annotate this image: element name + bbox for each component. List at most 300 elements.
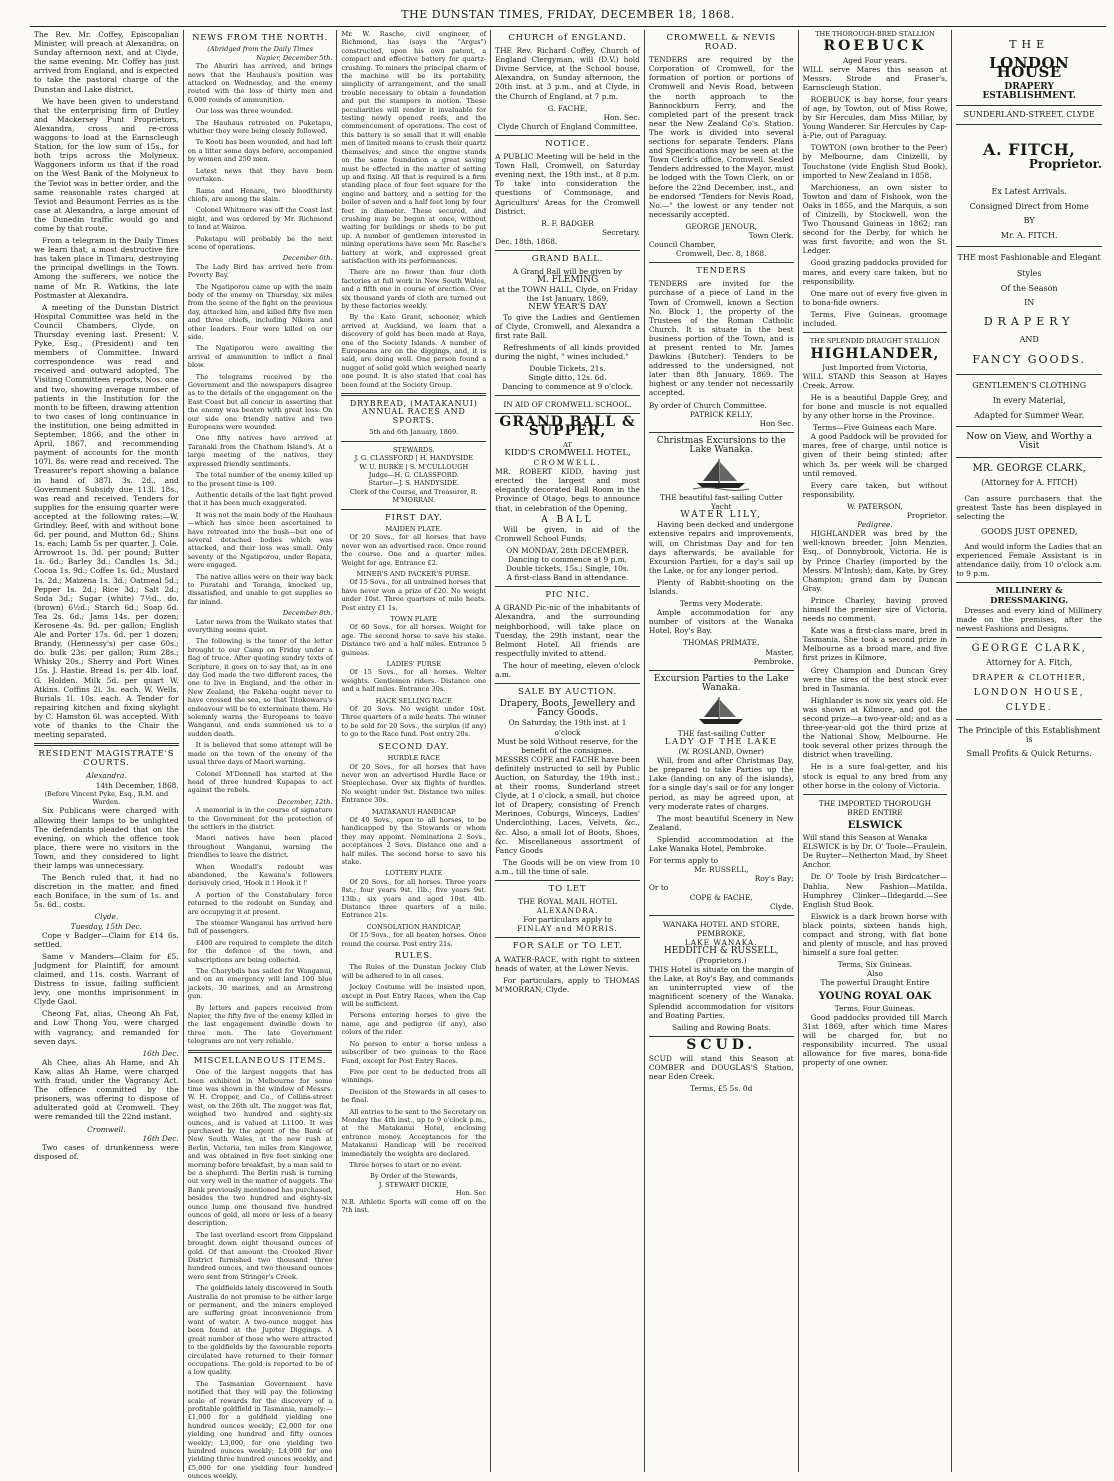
order: By Order of the Stewards, (370, 1172, 458, 1181)
ad-name: COPE & FACHE, (689, 892, 753, 902)
ad-text: Good grazing paddocks provided for mares, and every care taken, but no responsibility. (802, 258, 948, 286)
ad-text: Attorney for A. Fitch, (986, 658, 1073, 667)
ad-title: WANAKA HOTEL AND STORE, (662, 919, 780, 929)
ad-text: To give the Ladies and Gentlemen of Clyde, Cromwell, and Alexandra a first rate Ball. (495, 312, 640, 340)
stewards: W. U. BURKE | S. M'CULLOUGH (359, 462, 469, 471)
ad-text: Refreshments of all kinds provided during the night, " wines included." (495, 342, 640, 361)
ad-text: (Proprietors.) (695, 956, 747, 966)
article: We have been given to understand that the enterprising firm of Dutley and Mackersey Punt Proprietors, Alexandra, cross and re-cross waggons to load at the Earnscleugh Station, for the low sum of 15s., for both trips across the Molyneux. Waggoners inform us that if the road on the West Bank of the Molyneux to the Teviot was in better order, and the same reasonable rates charged at Teviot and Beaumont Ferries as is the case at Alexandra, a large amount of the Dunedin traffic would go and come by that route. (34, 96, 179, 233)
ad-text: GOODS JUST OPENED, (980, 526, 1078, 536)
divider (34, 743, 179, 746)
article: When Woodall's redoubt was abandoned, the Kawana's followers derisively cried, 'Hook it ! Hook it !' (187, 862, 333, 888)
ad-title: HIGHLANDER, (810, 345, 940, 362)
sailboat-icon (691, 457, 751, 491)
race-title: MINER'S AND PACKER'S PURSE. (356, 569, 471, 578)
article: There are no fewer than four cloth factories at full work in New South Wales, and a fifth one in course of erection. Over six thousand yards of cloth are turned out by these factories weekly. (341, 268, 487, 310)
column-5 (645, 30, 799, 1472)
divider (495, 880, 640, 881)
ad-text: Dancing to commence at 9 p.m. (508, 555, 628, 564)
article: A meeting of the Dunstan District Hospital Committee was held in the Council Chambers, Clyde, on Thursday evening last. Present: V. Pyke, Esq., (President) and ten members of Committee. Inward correspondence was read and received and outward adopted. The Visiting Committees reports, Nos. one and two, showing average number of patients in the Institution for the month to be fifteen, drawing attention to two cases of long continuance in the institution, one being admitted in September, 1866, and the other in April, 1867, and recommending payment of accounts for the month 107l. 8s. were read and received. The Treasurer's report showing a balance in hand of 387l. 3s. 2d., and Government Subsidy due 113l. 18s., was read and received. Tenders for supplies for the ensuing quarter were accepted at the following rates:—W. Grindley. Beef, with and without bone 6d. per pound, and Mutton 6d.; Shins 1s. each; Lamb 5s per quarter. J. Cole. Arrowroot 1s. 3d. per pound; Butter 1s. 6d.; Barley 3d.; Candles 1s. 3d.; Cocoa 1s. 9d.; Coffee 1s. 6d.; Mustard 1s. 2d.; Maizena 1s. 3d.; Oatmeal 5d.; Pepper 1s. 2d.; Rice 3d.; Salt 2d.; Soda 3d.; Sugar (white) 7½d., do. (brown) 6½d.; Starch 6d.; Soap 6d. Tea 2s. 6d.; Jams 14s. per dozen; Kerosene 4s. 9d. per gallon; English Ale and Porter 17s. 6d. per 1 dozen; Brandy, (Hennessy's) per case 60s.; do. bulk 23s. per gallon; Rum 28s.; Whisky 20s.; Sherry and Port Wines 15s. J. Hastie. Bread 1s. per 4lb. loaf. G. Holden. Milk 5d. per quart W. Atkins. Coffins 2l. 3s. each. W. Wells. Burials 1l. 10s. each. A Tender for repairing kitchen and fixing skylight by C. Hamston 6l. was accepted. With vote of thanks to the Chair the meeting separated. (34, 302, 179, 740)
divider (803, 332, 948, 333)
article: Authentic details of the last fight proved that it has been much exaggerated. (187, 490, 333, 508)
ad-text: Splendid accommodation at the Lake Wanaka Hotel, Pembroke. (648, 834, 794, 854)
ad-text: (Attorney for A. FITCH) (981, 478, 1078, 488)
section-heading: FOR SALE or TO LET. (512, 941, 623, 952)
race-title: HURDLE RACE (387, 754, 441, 763)
section-heading: GRAND BALL. (531, 253, 604, 264)
section-heading: SALE BY AUCTION. (517, 687, 618, 698)
article: Maori natives have been placed throughout Wanganui, warning the friendlies to leave the district. (187, 834, 333, 860)
divider (649, 432, 794, 433)
ad-text: Will be given, in aid of the Cromwell School Funds, (495, 524, 640, 543)
note: N.B. Athletic Sports will come off on the 7th inst. (341, 1197, 487, 1214)
article: By the Kate Grant, schooner, which arrived at Auckland, we learn that a discovery of gold has been made at Raya, one of the Society Islands. A number of Europeans are on the diggings, and, it is said, are doing well. One person found a nugget of solid gold which weighed nearly one pound. It is also stated that coal has been found at the Society Group. (341, 313, 487, 389)
ad-text: Consigned Direct from Home (969, 201, 1089, 211)
ad-name: NEW YEAR'S DAY (528, 302, 607, 313)
rule: Jockey Costume will be insisted upon, except in Post Entry Races, when the Cap will be sufficient. (341, 983, 487, 1009)
ad-text: Every care taken, but without responsibility. (802, 480, 948, 499)
ad-text: TOWTON (own brother to the Peer) by Melbourne, dam Cinizelli, by Touchstone (vide English Stud Book), imported to New Zealand in 1858. (802, 143, 948, 180)
divider (956, 719, 1102, 720)
race-desc: Of 40 Sovs., open to all horses, to be handicapped by the Stewards or whom they may appoint. Nominations 2 Sovs., acceptances 2 Sovs. Distance one and a half miles. The second horse to save his stake. (341, 815, 487, 866)
divider (495, 586, 640, 587)
ad-text: THE (1009, 38, 1050, 51)
date: Tuesday, 15th Dec. (70, 921, 142, 931)
signature: THOMAS PRIMATE, (683, 638, 760, 648)
ad-text: SUNDERLAND-STREET, CLYDE (963, 110, 1095, 120)
rules-heading: RULES. (394, 951, 434, 962)
article: By letters and papers received from Napier, the fifty five of the enemy killed in the last engagement dwindle down to three men. The late Government telegrams are not very reliable. (187, 1003, 333, 1046)
article: The native allies were on their way back to Puratahi and Toranga, knocked up, dissatisfied, and unable to get supplies so far inland. (187, 572, 333, 606)
divider (495, 683, 640, 684)
ad-text: A GRAND Pic-nic of the inhabitants of Alexandra, and the surrounding neighborhood, will take place on Tuesday, the 29th instant, near the Belmont Hotel. All friends are respectfully invited to attend. (495, 603, 640, 658)
ad-name: THE ROYAL MAIL HOTEL (518, 897, 617, 907)
ad-name: A BALL (541, 514, 594, 525)
ad-text: IN AID OF CROMWELL SCHOOL. (503, 400, 632, 410)
ad-heading: THE THOROUGH-BRED STALLION (815, 30, 935, 38)
ad-text: Prince Charley, having proved himself the premier sire of Victoria, needs no comment. (802, 595, 948, 624)
ad-text: Sailing and Rowing Boats. (671, 1022, 771, 1032)
column-1 (30, 30, 184, 1472)
ad-text: Double tickets, 15s.; Single, 10s. (506, 564, 630, 574)
ad-text: Elswick is a dark brown horse with black points, sixteen hands high, compact and strong, with flat bone and plenty of muscle, and has proved himself a sure foal getter. (802, 911, 948, 958)
committee: Clyde Church of England Committee. (497, 121, 638, 131)
race-title: LADIES' PURSE (386, 660, 442, 669)
date: 16th Dec. (142, 1048, 179, 1058)
ad-name: HEDDITCH & RUSSELL, (663, 945, 779, 956)
article: The goldfields lately discovered in South Australia do not promise to be either large or permanent, and the miners employed are suffering great inconvenience from want of water. A two-ounce nugget has been found at the Jupiter Diggings. A great number of those who were attracted to the goldfields by the favourable reports circulated have returned to their former occupations. The gold is reported to be of a low quality. (187, 1284, 333, 1377)
ad-text: By order of Church Committee. (648, 400, 767, 410)
article: The Ngatiporou were awaiting the arrival of ammunition to inflict a final blow. (187, 344, 333, 370)
article: The last overland escort from Gippsland brought down eight thousand ounces of gold. Of that amount the Crooked River District furnished two thousand three hundred ounces, and two thousand ounces were sent from Stringer's Creek. (187, 1230, 333, 1281)
divider (803, 794, 948, 795)
ad-name: GEORGE CLARK, (971, 642, 1087, 654)
ad-text: Can assure purchasers that the greatest Taste has been displayed in selecting the (956, 493, 1103, 521)
divider (341, 393, 486, 396)
article: Cope v Badger—Claim for £14 6s. settled. (34, 930, 179, 949)
article: The total number of the enemy killed up to the present time is 109. (187, 471, 333, 488)
ad-text: Small Profits & Quick Returns. (966, 748, 1092, 758)
rule: Persons entering horses to give the name, age and pedigree (if any), also colors of the rider. (341, 1011, 487, 1037)
columns (30, 30, 1106, 1481)
section-heading: PIC NIC. (545, 590, 590, 601)
ad-text: LONDON HOUSE, (973, 687, 1085, 698)
divider (956, 105, 1102, 106)
ad-text: ROEBUCK is bay horse, four years of age, by Towton, out of Miss Rowe, by Sir Hercules, dam Miss Millar, by Young Wanderer. Sir Hercules by Cap-à-Pie, out of Paraguay. (802, 94, 948, 141)
ad-text: Adapted for Summer Wear. (974, 410, 1085, 420)
divider (649, 262, 794, 263)
day-heading: SECOND DAY. (378, 741, 450, 752)
ad-text: Good paddocks provided till March 31st 1869, after which time Mares will be charged for, but no responsibility incurred. The usual allowance for five mares, bona-fide property of one owner. (802, 1012, 948, 1068)
ad-text: Mr. A. FITCH. (1000, 231, 1058, 241)
divider (956, 582, 1102, 583)
article: One of the largest nuggets that has been exhibited in Melbourne for some time was shown in the window of Messrs. W. H. Cropper, and Co., of Collins-street west, on the 26th ult. The nugget was flat, weighed two hundred and eighty-six ounces, and is valued at L1100. It was purchased by the agent of the Bank of New South Wales, at the new rush at Berlin, Victoria, ten miles from Kingower, and was obtained in five feet sinking one morning before breakfast, by a man said to be a shepherd. The Berlin rush is turning out very well in the matter of nuggets. The Bank previously mentioned has purchased, besides the two hundred and eighty-six ounce lump one thousand five hundred ounces of gold, all more or less of a heavy description. (187, 1068, 333, 1228)
article: The Charybdis has sailed for Wanganui, and on an emergency will land 100 blue jackets, 30 marines, and an Armstrong gun. (187, 967, 333, 1001)
race-desc: Of 15 Sovs., for all horses. Welter weights. Gentlemen riders. Distance one and a half miles. Entrance 30s. (341, 668, 487, 694)
date: December, 12th. (277, 797, 333, 806)
ad-text: Aged Four years. (842, 55, 907, 65)
ad-text: Styles (1016, 268, 1042, 278)
place: Cromwell. (87, 1124, 126, 1134)
divider (495, 937, 640, 938)
ad-title: ROEBUCK (823, 38, 927, 55)
signature: Hon Sec. (759, 418, 794, 428)
ad-name: ALEXANDRA. (536, 906, 599, 916)
column-6 (799, 30, 953, 1472)
ad-text: THIS Hotel is situate on the margin of the Lake, at Roy's Bay, and commands an uninterrupted view of the magnificent scenery of the Wanaka. Splendid accommodation for visitors and Boating Parties. (648, 965, 794, 1020)
divider (495, 250, 640, 251)
judge: Judge—H. G. CLASSFORD. (368, 470, 459, 479)
section-heading: NEWS FROM THE NORTH. (192, 33, 329, 43)
divider (956, 246, 1102, 247)
signature: Town Clerk. (748, 230, 794, 240)
column-4 (491, 30, 645, 1472)
section-heading: TENDERS (696, 266, 747, 277)
ad-title: Christmas Excursions to the Lake Wanaka. (656, 435, 786, 455)
article: Latest news that they have been overtaken. (187, 166, 333, 184)
ad-text: MESSRS COPE and FACHE have been definitely instructed to sell by Public Auction, on Saturday, the 19th inst.; at their rooms, Sunderland street Clyde, at 1 o'clock, a small, but choice lot of Drapery, consisting of French Merinoes, Coburgs, Winceys, Ladies' Underclothing, Laces, Velvets, &c., &c. Also, a small lot of Boots, Shoes, &c. Miscellaneous assortment of Fancy Goods (495, 754, 640, 855)
article: It is believed that some attempt will be made on the town of the enemy of the usual three days of Maori warning. (187, 741, 333, 767)
rule: Five per cent to be deducted from all winnings. (341, 1067, 487, 1085)
date: Cromwell, Dec. 8, 1868. (676, 249, 767, 259)
ad-text: MR. ROBERT KIDD, having just erected the largest and most elegantly decorated Ball Room in the Province of Otago, begs to announce that, in celebration of the Opening, (495, 467, 640, 513)
divider (341, 441, 486, 442)
ad-text: Pedigree. (857, 520, 893, 530)
ad-text: at the TOWN HALL, Clyde, on Friday the 1st January, 1869, (497, 285, 638, 304)
signature: Master, (765, 647, 794, 657)
divider (495, 135, 640, 136)
date: 16th Dec. (142, 1133, 179, 1143)
signature: PATRICK KELLY, (689, 409, 753, 419)
section-heading: RESIDENT MAGISTRATE'S COURTS. (38, 749, 175, 769)
date: Dec. 18th, 1868. (495, 236, 558, 246)
secretary: J. STEWART DICKIE, (378, 1180, 449, 1189)
signature: R. F. BADGER (541, 218, 594, 228)
ad-text: Terms—Five Guineas each Mare. (813, 423, 937, 433)
ad-text: The Principle of this Establishment is (957, 725, 1101, 744)
ad-title: FANCY GOODS. (972, 352, 1087, 366)
race-title: TOWN PLATE (390, 615, 438, 623)
article: Our loss was three wounded. (195, 107, 294, 116)
section-heading: DRYBREAD, (MATAKANUI) ANNUAL RACES AND SPORTS. (349, 399, 478, 425)
divider (649, 915, 794, 916)
ad-text: TENDERS are invited for the purchase of a piece of Land in the Town of Cromwell, known a Section No. Block 1, the property of the Trustees of the Roman Catholic Church. It is situate in the best business portion of the Town, and is at present rented to Mr. James Dawkins (Butcher). Tenders to be addressed to the undersigned, not later than 8th January, 1869. The highest or any tender not necessarily accepted. (648, 279, 794, 398)
divider (956, 374, 1102, 375)
starter: Starter—J. S. HANDYSIDE. (368, 479, 460, 488)
rule: Decision of the Stewards in all cases to be final. (341, 1087, 487, 1105)
signature: GEORGE JENOUR, (685, 221, 758, 231)
article: The Rev. Mr. Coffey, Episcopalian Minister, will preach at Alexandra, on Sunday afternoon next, and at Clyde, the same evening. Mr. Coffey has just arrived from England, and is expected to take the pastoral charge of the Dunstan and Lake district. (34, 30, 179, 94)
ad-title: GRAND BALL & SUPPER, (499, 414, 636, 440)
article: Six Publicans were charged with allowing their lamps to be unlighted The defendants pleaded that on the evening, on which the offence took place, there were no visitors in the Town, and they considered to light their lamps was unnecessary. (34, 806, 179, 870)
ad-name: WATER LILY, (680, 510, 763, 521)
ad-text: AT (563, 440, 572, 449)
dates: 5th and 6th January, 1869. (369, 428, 459, 437)
ad-text: Terms, Four Guineas. (834, 1003, 916, 1013)
divider (649, 670, 794, 671)
race-title: MATAKANUI HANDICAP (371, 807, 456, 816)
ad-text: CLYDE. (1005, 702, 1053, 713)
ad-title: YOUNG ROYAL OAK (818, 990, 932, 1002)
rule: All entries to be sent to the Secretary on Monday the 4th inst., up to 9 o'clock p.m., at the Matakanui Hotel, enclosing entrance money. Acceptances for the Matakanui Handicap will be received immediately the weights are declared. (341, 1107, 487, 1158)
ad-text: ELSWICK is by Dr. O' Toole—Fraulein, De Ruyter—Netherton Maid, by Sheet Anchor. (802, 842, 948, 870)
divider (341, 509, 486, 510)
ad-text: Ex Latest Arrivals. (991, 186, 1067, 196)
article: The Tasmanian Government have notified that they will pay the following scale of rewards for the discovery of a profitable goldfield in Tasmania, namely:—£1,000 for a goldfield yielding one hundred ounces weekly; £2,000 for one yielding one hundred and fifty ounces weekly; L3,000, for one yielding two hundred ounces weekly; L4,000 for one yielding three hundred ounces weekly, and £5,000 for one yielding four hundred ounces weekly. (187, 1379, 333, 1481)
ad-text: The hour of meeting, eleven o'clock a.m. (495, 660, 640, 680)
race-desc: Of 20 Sovs., for all horses that have never won an advertised Hurdle Race or Steeplechase. Over six flights of hurdles. No weight under 9st. Distance two miles. Entrance 30s. (341, 762, 487, 805)
ad-title: LONDON HOUSE (989, 54, 1070, 82)
article: Cheong Fat, alias, Cheong Ah Fat, and Low Thong You, were charged with vagrancy, and remanded for seven days. (34, 1009, 179, 1046)
ad-title: DRAPERY (983, 315, 1075, 329)
article: The Lady Bird has arrived here from Poverty Bay. (187, 262, 333, 280)
ad-text: A Grand Ball will be given by (512, 267, 623, 277)
ad-text: Also (866, 969, 883, 979)
stewards-title: STEWARDS. (393, 445, 435, 454)
article: A memorial is in the course of signature to the Government for the protection of the settlers in the district. (187, 806, 333, 831)
ad-name: LADY OF THE LAKE (664, 737, 778, 747)
ad-text: HIGHLANDER was bred by the well-known breeder, John Menzies, Esq., of Donnybrook, Victoria. He is by Prince Charley (imported by the Messrs. M'Intosh); dam, Kate, by Grey Champion; grand dam by Duncan Gray. (802, 529, 948, 593)
ad-text: BY (1023, 215, 1035, 225)
ad-text: Will, from and after Christmas Day, be prepared to take Parties up the Lake (landing on any of the islands), for a single day's sail or for any longer period, as may be agreed upon, at very moderate rates of charges. (648, 756, 794, 811)
section-heading: TO LET (548, 884, 587, 894)
ad-text: Will stand this Season at Wanaka (802, 833, 928, 843)
article: Colonel M'Donnell has started at the head of three hundred Kupapas to act against the rebels. (187, 769, 333, 795)
ad-text: Now on View, and Worthy a Visit (966, 432, 1093, 452)
article: It was not the main body of the Hauhaus —which has since been ascertained to have retreated into the bush—but one of several detached bodies which was attacked, and their loss was small. Only seventy of the Ngatiporou, under Ropata, were engaged. (187, 510, 333, 570)
ad-text: Just Imported from Victoria, (822, 362, 928, 372)
ad-text: Kate was a first-class mare, bred in Tasmania. She took a second prize in Melbourne as a brood mare, and five first prizes in Kilmore. (802, 626, 948, 663)
article: Same v Manders—Claim for £5. Judgment for Plaintiff, for amount claimed, and 11s. costs. Warrant of Distress to issue, failing sufficient levy, one months imprisonment in Clyde Gaol. (34, 951, 179, 1007)
ad-text: Proprietor. (1028, 156, 1103, 171)
article: The following is the tenor of the letter brought to our Camp on Friday under a flag of truce. After quoting sundry texts of Scripture, it goes on to say that, as in one day God made the two different races, the one to live in England, and the other in New Zealand, the Pakeha ought never to have crossed the sea, so that Titokowaru's endeavour will be to exterminate them. He solemnly warns the Europeans to leave Wanganui, and ends summoned us to a sudden death. (187, 637, 333, 738)
race-title: CONSOLATION HANDICAP, (366, 922, 461, 931)
ad-text: A PUBLIC Meeting will be held in the Town Hall, Cromwell, on Saturday evening next, the 19th inst., at 8 p.m. To take into consideration the questions of Commonage, and Agriculturs' Areas for the Cromwell District. (495, 152, 640, 216)
ad-heading: GENTLEMEN'S CLOTHING (972, 380, 1087, 390)
place: Alexandra. (86, 771, 127, 781)
ad-text: Single ditto, 12s. 6d. (528, 373, 607, 383)
ad-title: SCUD. (686, 1036, 757, 1053)
clerk: Clerk of the Course, and Treasurer, R. M'MORRAN. (349, 487, 478, 505)
ad-title: Excursion Parties to the Lake Wanaka. (653, 673, 789, 693)
ad-text: THE fast-sailing Cutter (677, 728, 765, 738)
ad-text: (W. ROSLAND, Owner) (678, 747, 765, 757)
ad-name: MR. GEORGE CLARK, (972, 463, 1086, 475)
place: Clyde. (94, 912, 119, 922)
date: December 6th. (282, 254, 333, 263)
race-desc: Of 20 Sovs., for all horses that have never won an advertised race. Once round the course. One and a quarter miles. Weight for age. Entrance £2. (341, 533, 487, 567)
ad-text: Of the Season (1000, 283, 1058, 293)
article: Mr. W. Rasche, civil engineer, of Richmond, has (says the "Argus") constructed, upon his own patent, a compact and effective battery for quartz-crushing. To miners the principal charm of the machine will be its portability, simplicity of arrangement, and the small trouble necessary to obtain a foundation and put the stampers in motion. These peculiarities will render it invaluable for testing newly opened reefs, and the commencement of operations. The cost of this battery is so small that it will enable men of limited means to crush their quartz themselves; and since the engine stands on the same foundation a great saving must be effected in the matter of setting up and fixing. All that is required is a firm standing place of four feet square for the engine and battery, and a setting for the boiler of seven and a half feet long by four feet in diameter. These secured, and crushing may be begun at once, without waiting for buildings or sheds to be put up. A number of gentlemen interested in mining operations have seen Mr. Rasche's battery at work, and expressed great satisfaction with its performances. (341, 30, 487, 265)
ad-text: PEMBROKE, (697, 928, 746, 938)
ad-text: ON MONDAY, 28th DECEMBER. (506, 545, 629, 555)
ad-text: THE Rev. Richard Coffey, Church of England Clergyman, will (D.V.) hold Divine Service, at the School house, Alexandra, on Sunday afternoon, the 20th inst. at 3 p.m., and at Clyde, in the Church of England, at 7 p.m. (495, 46, 640, 101)
ad-name: A. FITCH, (983, 139, 1076, 159)
ad-name: FINLAY and MORRIS. (517, 924, 618, 934)
ad-title: ELSWICK (847, 819, 903, 831)
ad-text: Terms, Five Guineas, groomage included. (802, 309, 948, 329)
ad-text: And would inform the Ladies that an experienced Female Assistant is in attendance daily, from 10 o'clock a.m. to 9 p.m. (956, 542, 1103, 579)
ad-name: Mr. RUSSELL, (694, 865, 749, 875)
ad-text: IN (1024, 297, 1035, 307)
divider (495, 395, 640, 396)
ad-text: A good Paddock will be provided for mares, free of charge, until notice is given of their being stinted; after which 3s. per week will be charged until removed. (802, 432, 948, 478)
section-heading: NOTICE. (545, 138, 590, 149)
race-desc: Of 20 Sovs. No weight under 10st. Three quarters of a mile heats. The winner to be sold for 20 Sovs., the surplus (if any) to go to the Race fund. Post entry 20s. (341, 705, 487, 739)
ad-text: The powerful Draught Entire (820, 978, 930, 988)
ad-text: Terms very Moderate. (679, 599, 763, 609)
ad-text: For particulars, apply to THOMAS M'MORRAN, Clyde. (495, 975, 640, 994)
race-title: HACK SELLING RACE (375, 696, 452, 705)
ad-text: Highlander is now six years old. He was shown at Kilmore, and got the second prize—a two-year-old; and as a three-year-old got the third prize at the National Show, Melbourne. He took several other prizes through the district when travelling. (802, 695, 948, 760)
ad-text: A first-class Band in attendance. (506, 573, 629, 583)
article: From a telegram in the Daily Times we learn that, a most destructive fire has taken place in Timaru, destroying the principal dwellings in the Town. Among the sufferers, we notice the name of Mr. R. Watkins, the late Postmaster at Alexandra. (34, 236, 179, 300)
ad-text: Dancing to commence at 9 o'clock. (502, 382, 633, 392)
article: The Hauhaus retreated on Puketapu, whither they were being closely followed. (187, 118, 333, 136)
race-title: MAIDEN PLATE. (385, 524, 443, 533)
ad-text: Dr. O' Toole by Irish Birdcatcher—Dahlia, New Fashion—Matilda, Humphrey Clinker—Ildegardd.—See English Stud Book. (802, 872, 948, 909)
ad-text: Or to (648, 883, 669, 893)
ad-text: Marchioness, an own sister to Towton and dam of Fishook, won the Oaks in 1855, and the Marquis, a son of Cinizelli, by Stockwell, won the Two Thousand Guineas in 1862; ran second for the Derby, for which he was first favorite; and won the St. Ledger. (802, 182, 948, 256)
ad-text: Clyde. (769, 901, 794, 911)
ad-text: THE most Fashionable and Elegant (957, 253, 1101, 263)
ad-text: Having been decked and undergone extensive repairs and improvements, will, on Christmas Day and for ten days afterwards, be available for Excursion Parties, for a day's sail up the Lake, or for any longer period. (648, 520, 794, 575)
section-heading: CHURCH of ENGLAND. (508, 33, 627, 43)
race-title: LOTTERY PLATE (385, 869, 443, 878)
ad-text: TENDERS are required by the Corporation of Cromwell, for the formation of portion or portions of Cromwell and Nevis Road, between the north approach to the Bannockburn Ferry, and the completed part of the present track near the New Zealand Co's. Station. The work is divided into several sections for separate Tenders. Plans and Specifications may be seen at the Town Clerk's office, Cromwell. Sealed Tenders addressed to the Mayor, must be lodged with the Town Clerk, on or before the 22nd December, inst., and be endorsed "Tenders for Nevis Road, No.—" the lowest or any tender not necessarily accepted. (648, 55, 794, 219)
article: The Ngatiporou came up with the main body of the enemy on Thursday, six miles from the scene of the fight on the previous day, attacked him, and killed fifty five men and three chiefs, including Nikora and other leaders. Four were killed on our side. (187, 282, 333, 341)
signature: Pembroke. (753, 656, 794, 666)
hon-sec: Hon. Sec (455, 1189, 487, 1198)
divider (956, 124, 1102, 125)
rule: The Rules of the Dunstan Jockey Club will be adhered to in all cases. (341, 963, 487, 980)
ad-text: THE beautiful fast-sailing Cutter Yacht (659, 493, 783, 512)
ad-text: Plenty of Rabbit-shooting on the Islands. (648, 577, 794, 596)
ad-text: WILL serve Mares this season at Messrs. Strode and Fraser's, Earnscleugh Station. (802, 64, 948, 92)
ad-text: DRAPER & CLOTHIER, (972, 673, 1086, 683)
race-desc: Of 60 Sovs., for all horses. Weight for age. The second horse to save his stake. Distance two and a half miles. Entrance 5 guineas. (341, 623, 487, 657)
sailboat-icon (694, 695, 748, 727)
ad-text: Grey Champion and Duncan Grey were the sires of the best stock ever bred in Tasmania. (802, 665, 948, 693)
subheading: (Abridged from the Daily Times (207, 45, 313, 54)
ad-text: A WATER-RACE, with right to sixteen heads of water, at the Lower Nevis. (495, 954, 640, 973)
masthead: THE DUNSTAN TIMES, FRIDAY, DECEMBER 18, 1868. (30, 4, 1106, 27)
ad-text: Council Chamber, (648, 240, 716, 250)
ad-text: The most beautiful Scenery in New Zealand. (648, 813, 794, 832)
ad-text: Ample accommodation for any number of visitors at the Wanaka Hotel, Roy's Bay. (648, 608, 794, 636)
column-2 (184, 30, 338, 1481)
ad-text: For terms apply to (648, 856, 719, 866)
column-3 (337, 30, 491, 1472)
signature: W. PATERSON, (847, 501, 903, 511)
ad-text: Terms, Six Guineas. (837, 960, 913, 970)
article: Puketapu will probably be the next scene of operations. (187, 234, 333, 251)
ad-name: CROMWELL. (533, 458, 602, 468)
divider (956, 637, 1102, 638)
ad-heading: DRAPERY ESTABLISHMENT. (982, 82, 1076, 102)
section-heading: CROMWELL & NEVIS ROAD. (666, 33, 776, 53)
ad-title: Drapery, Boots, Jewellery and Fancy Goods. (499, 699, 636, 719)
divider (956, 457, 1102, 458)
ad-text: One mare out of every five given in to bona-fide owners. (802, 288, 948, 307)
ad-heading: THE SPLENDID DRAUGHT STALLION (809, 337, 941, 346)
article: The steamer Wanganui has arrived here full of passengers. (187, 919, 333, 936)
race-desc: Of 15 Sovs., for all untrained horses that have never won a prize of £20. No weight under 10st. Three quarters of mile heats. Post entry £1 1s. (341, 578, 487, 612)
ad-heading: BRED ENTIRE (847, 807, 903, 817)
ad-text: In every Material, (992, 395, 1066, 405)
article: The telegrams received by the Government and the newspapers disagree as to the details of the engagement on the East Coast but all concur in asserting that the enemy was beaten with great loss. On our side one friendly native and two Europeans were wounded. (187, 372, 333, 432)
section-heading: MISCELLANEOUS ITEMS. (193, 1055, 327, 1066)
signature: Proprietor. (906, 511, 948, 521)
signature: G. FACHE, (547, 103, 588, 113)
ad-text: Must be sold Without reserve, for the benefit of the consignee. (497, 736, 638, 755)
signature: Hon. Sec. (603, 112, 640, 122)
ad-text: Double Tickets, 21s. (529, 364, 606, 373)
race-desc: Of 20 Sovs., for all horses. Three years 8st.; four years 9st. 1lb.; five years 9st. 13lb.; six years and aged 10st. 4lb. Distance three quarters of a mile. Entrance 21s. (341, 877, 487, 920)
signature: Secretary. (601, 227, 640, 237)
article: Te Kooti has been wounded, and had left on a litter some days before, accompanied by women and 250 men. (187, 138, 333, 164)
stewards: J. G. CLASSFORD | H. HANDYSIDE (354, 454, 473, 463)
article: A portion of the Constabulary force returned to the redoubt on Sunday, and are occupying it at present. (187, 890, 333, 916)
before: (Before Vincent Pyke, Esq., R.M. and Warden. (44, 789, 169, 806)
article: The Ahuriri has arrived, and brings news that the Hauhaus's position was attacked on Wednesday, and the enemy routed with the loss of thirty men and 6,000 rounds of ammunition. (187, 62, 333, 104)
ad-name: M. FLEMING (536, 275, 599, 286)
ad-text: Roy's Bay; (754, 874, 794, 884)
ad-text: The Goods will be on view from 10 a.m., till the time of sale. (495, 857, 640, 876)
divider (188, 1050, 333, 1053)
ad-text: On Saturday, the 19th inst. at 1 o'clock (508, 718, 627, 737)
ad-text: Terms, £5 5s. 0d (690, 1084, 753, 1094)
ad-heading: THE IMPORTED THOROUGH (818, 798, 932, 808)
ad-text: LAKE WANAKA. (684, 937, 758, 947)
article: £400 are required to complete the ditch for the defence of the town, and subscriptions are being collected. (187, 938, 333, 964)
article: One fifty natives have arrived at Taranaki from the Chatham Island's. At a large meeting of the natives, they expressed friendly sentiments. (187, 434, 333, 468)
ad-text: He is a beautiful Dapple Grey, and for bone and muscle is not equalled by any other horse in the Province. (802, 392, 948, 421)
ad-text: SCUD will stand this Season at COMBER and DOUGLAS'S Station, near Eden Creek. (648, 1053, 794, 1082)
divider (956, 426, 1102, 427)
race-desc: Of 15 Sovs., for all beaten horses. Once round the course. Post entry 21s. (341, 931, 487, 948)
article: Later news from the Waikato states that everything seems quiet. (187, 617, 333, 634)
article: Colonel Whitmore was off the Coast last night, and was ordered by Mr. Richmond to land at Wairoa. (187, 206, 333, 232)
article: Rama and Henare, two bloodthirsty chiefs, are among the slain. (187, 186, 333, 203)
date: December 8th. (282, 609, 333, 618)
ad-text: Dresses and every kind of Millinery made on the premises, after the newest Fashions and Designs. (956, 605, 1103, 633)
article: Two cases of drunkenness were disposed of. (34, 1142, 179, 1161)
article: The Bench ruled that, it had no discretion in the matter, and fined each Boniface, in the sum of 1s. and 5s. 6d., costs. (34, 873, 179, 910)
date: Napier, December 5th. (256, 53, 333, 62)
rule: Three horses to start or no event. (349, 1160, 462, 1169)
ad-text: For particulars apply to (523, 915, 612, 925)
